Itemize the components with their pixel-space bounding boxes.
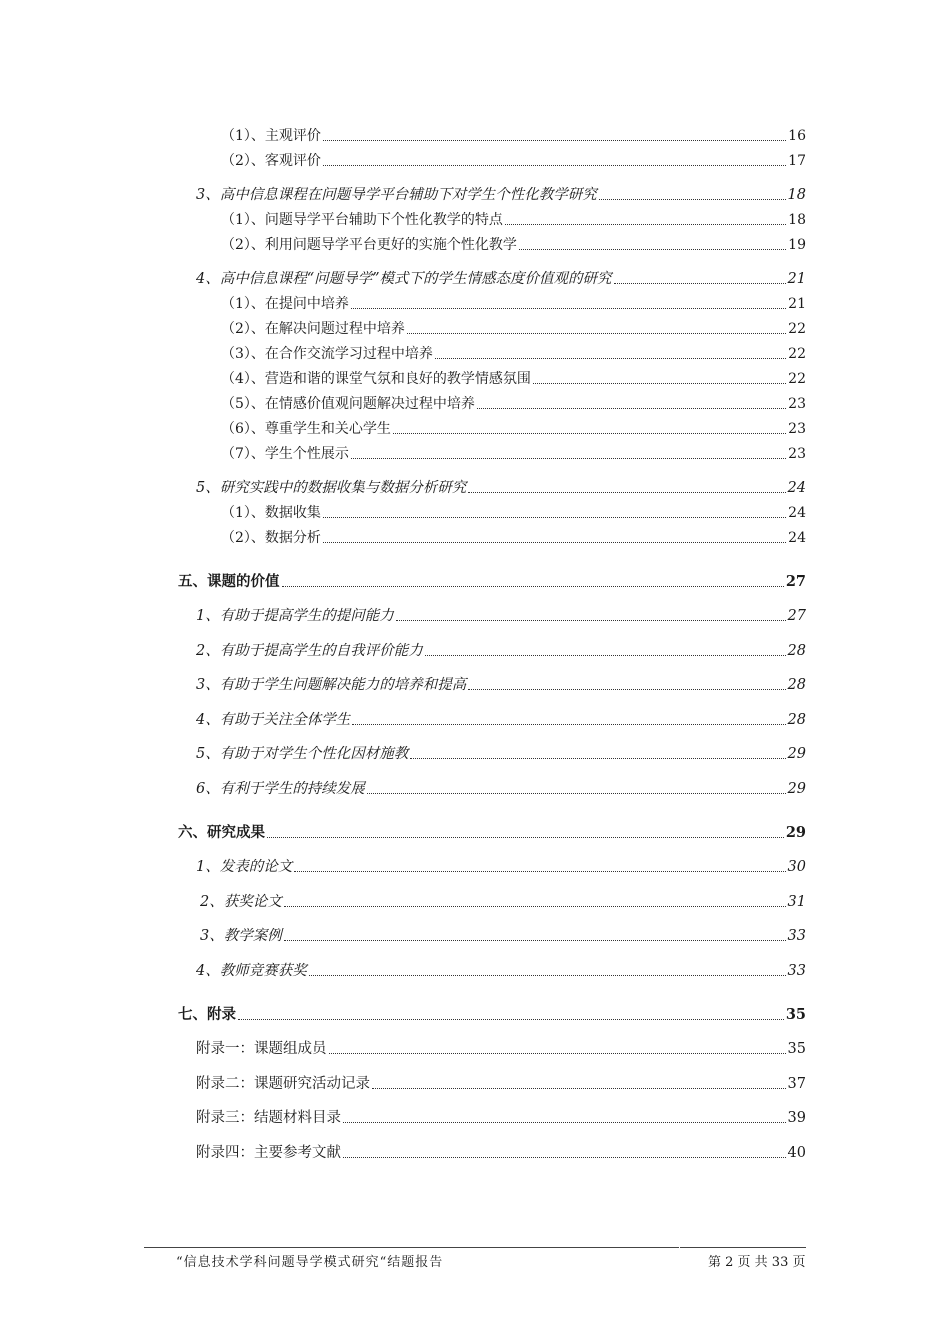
- toc-section[interactable]: [178, 1006, 806, 1024]
- toc-entry-title: （1）、在提问中培养: [221, 296, 349, 312]
- toc-entry-title: 3、教学案例: [200, 928, 282, 944]
- dot-leader: [367, 792, 786, 794]
- toc-entry-page: 22: [788, 346, 806, 362]
- toc-section-title: 五、课题的价值: [178, 573, 280, 590]
- toc-entry-page: 16: [788, 128, 806, 144]
- toc-entry-page: 40: [787, 1145, 806, 1161]
- toc-entry-title: 附录四：主要参考文献: [196, 1145, 341, 1161]
- toc-entry-title: 5、有助于对学生个性化因材施教: [196, 746, 409, 762]
- toc-entry[interactable]: [221, 295, 806, 313]
- toc-entry-title: （1）、主观评价: [221, 128, 321, 144]
- toc-entry-title: 附录三：结题材料目录: [196, 1110, 341, 1126]
- toc-entry[interactable]: [196, 642, 806, 660]
- toc-entry[interactable]: [221, 445, 806, 463]
- toc-section[interactable]: [178, 824, 806, 842]
- dot-leader: [323, 516, 786, 518]
- dot-leader: [614, 282, 786, 284]
- toc-entry[interactable]: [221, 529, 806, 547]
- toc-entry[interactable]: [196, 270, 806, 288]
- toc-entry-page: 28: [787, 643, 806, 659]
- toc-entry[interactable]: [200, 893, 806, 911]
- dot-leader: [323, 541, 786, 543]
- footer-title: “信息技术学科问题导学模式研究“结题报告: [176, 1255, 444, 1270]
- dot-leader: [351, 457, 786, 459]
- toc-entry[interactable]: [196, 1144, 806, 1162]
- toc-entry-page: 29: [787, 746, 806, 762]
- toc-entry[interactable]: [221, 152, 806, 170]
- toc-entry[interactable]: [196, 858, 806, 876]
- toc-entry-page: 23: [788, 446, 806, 462]
- toc-entry[interactable]: [221, 370, 806, 388]
- dot-leader: [599, 198, 786, 200]
- toc-entry-page: 21: [788, 296, 806, 312]
- toc-entry[interactable]: [196, 745, 806, 763]
- dot-leader: [425, 654, 786, 656]
- toc-entry[interactable]: [196, 780, 806, 798]
- toc-entry-title: （7）、学生个性展示: [221, 446, 349, 462]
- toc-entry-title: 5、研究实践中的数据收集与数据分析研究: [196, 480, 467, 496]
- toc-entry[interactable]: [221, 395, 806, 413]
- toc-entry-page: 18: [788, 212, 806, 228]
- toc-entry[interactable]: [221, 345, 806, 363]
- toc-entry[interactable]: [196, 186, 806, 204]
- dot-leader: [505, 223, 786, 225]
- dot-leader: [435, 357, 786, 359]
- toc-entry-page: 29: [787, 781, 806, 797]
- footer-rule: [680, 1247, 806, 1248]
- toc-section-page: 35: [785, 1006, 806, 1023]
- toc-entry-title: 2、获奖论文: [200, 894, 282, 910]
- dot-leader: [468, 688, 785, 690]
- toc-section-title: 六、研究成果: [178, 824, 265, 841]
- toc-entry-page: 27: [787, 608, 806, 624]
- dot-leader: [294, 870, 785, 872]
- toc-entry-title: （3）、在合作交流学习过程中培养: [221, 346, 433, 362]
- toc-section-page: 29: [785, 824, 806, 841]
- toc-entry-title: 6、有利于学生的持续发展: [196, 781, 365, 797]
- toc-entry-page: 19: [788, 237, 806, 253]
- toc-entry[interactable]: [196, 1109, 806, 1127]
- toc-entry-page: 24: [788, 505, 806, 521]
- toc-entry-title: 4、有助于关注全体学生: [196, 712, 351, 728]
- toc-entry-page: 35: [787, 1041, 806, 1057]
- toc-entry[interactable]: [196, 711, 806, 729]
- toc-section-title: 七、附录: [178, 1006, 236, 1023]
- dot-leader: [477, 407, 786, 409]
- toc-entry[interactable]: [196, 962, 806, 980]
- toc-entry-title: 1、有助于提高学生的提问能力: [196, 608, 394, 624]
- toc-entry-title: （6）、尊重学生和关心学生: [221, 421, 391, 437]
- dot-leader: [309, 974, 786, 976]
- toc-entry-title: 2、有助于提高学生的自我评价能力: [196, 643, 423, 659]
- toc-entry-title: 1、发表的论文: [196, 859, 293, 875]
- toc-entry-page: 30: [787, 859, 806, 875]
- dot-leader: [329, 1052, 786, 1054]
- dot-leader: [351, 307, 786, 309]
- toc-entry-page: 22: [788, 321, 806, 337]
- toc-entry-title: （4）、营造和谐的课堂气氛和良好的教学情感氛围: [221, 371, 531, 387]
- toc-entry-title: 4、教师竞赛获奖: [196, 963, 307, 979]
- toc-section-page: 27: [785, 573, 806, 590]
- toc-entry[interactable]: [196, 607, 806, 625]
- toc-entry-title: 附录二：课题研究活动记录: [196, 1076, 370, 1092]
- toc-entry-page: 39: [787, 1110, 806, 1126]
- toc-entry-title: （2）、在解决问题过程中培养: [221, 321, 405, 337]
- toc-entry-page: 24: [788, 530, 806, 546]
- toc-entry-title: 附录一：课题组成员: [196, 1041, 327, 1057]
- toc-entry[interactable]: [196, 1075, 806, 1093]
- toc-section[interactable]: [178, 573, 806, 591]
- toc-entry[interactable]: [221, 504, 806, 522]
- dot-leader: [284, 905, 786, 907]
- toc-entry[interactable]: [221, 420, 806, 438]
- toc-entry-page: 33: [787, 928, 806, 944]
- toc-entry-page: 28: [787, 677, 806, 693]
- toc-entry-page: 22: [788, 371, 806, 387]
- dot-leader: [396, 619, 786, 621]
- toc-entry[interactable]: [196, 479, 806, 497]
- toc-entry-page: 37: [787, 1076, 806, 1092]
- dot-leader: [393, 432, 786, 434]
- dot-leader: [282, 585, 784, 587]
- dot-leader: [323, 164, 786, 166]
- dot-leader: [410, 757, 785, 759]
- dot-leader: [323, 139, 786, 141]
- toc-entry[interactable]: [196, 1040, 806, 1058]
- toc-entry-page: 23: [788, 396, 806, 412]
- toc-entry-title: （1）、问题导学平台辅助下个性化教学的特点: [221, 212, 503, 228]
- dot-leader: [533, 382, 786, 384]
- footer-rule: [144, 1247, 679, 1248]
- dot-leader: [352, 723, 785, 725]
- toc-entry-page: 24: [787, 480, 806, 496]
- page-number: 第 2 页 共 33 页: [708, 1255, 806, 1270]
- toc-entry-page: 23: [788, 421, 806, 437]
- dot-leader: [267, 836, 784, 838]
- dot-leader: [468, 491, 785, 493]
- dot-leader: [238, 1018, 784, 1020]
- toc-entry-title: （2）、利用问题导学平台更好的实施个性化教学: [221, 237, 517, 253]
- toc-entry[interactable]: [200, 927, 806, 945]
- toc-entry[interactable]: [221, 236, 806, 254]
- toc-entry-page: 28: [787, 712, 806, 728]
- toc-entry-title: 4、高中信息课程“问题导学”模式下的学生情感态度价值观的研究: [196, 271, 612, 287]
- toc-entry-title: （2）、客观评价: [221, 153, 321, 169]
- toc-entry-title: 3、有助于学生问题解决能力的培养和提高: [196, 677, 467, 693]
- toc-entry-page: 18: [787, 187, 806, 203]
- toc-entry-title: （1）、数据收集: [221, 505, 321, 521]
- toc-entry-title: （2）、数据分析: [221, 530, 321, 546]
- toc-entry-page: 31: [787, 894, 806, 910]
- toc-entry[interactable]: [221, 211, 806, 229]
- dot-leader: [284, 939, 786, 941]
- toc-entry-title: 3、高中信息课程在问题导学平台辅助下对学生个性化教学研究: [196, 187, 597, 203]
- toc-entry-page: 21: [787, 271, 806, 287]
- dot-leader: [343, 1121, 786, 1123]
- dot-leader: [519, 248, 786, 250]
- toc-entry[interactable]: [221, 320, 806, 338]
- toc-entry[interactable]: [221, 127, 806, 145]
- toc-entry-page: 33: [787, 963, 806, 979]
- toc-entry-page: 17: [788, 153, 806, 169]
- toc-entry-title: （5）、在情感价值观问题解决过程中培养: [221, 396, 475, 412]
- dot-leader: [372, 1087, 786, 1089]
- dot-leader: [407, 332, 786, 334]
- dot-leader: [343, 1156, 786, 1158]
- toc-entry[interactable]: [196, 676, 806, 694]
